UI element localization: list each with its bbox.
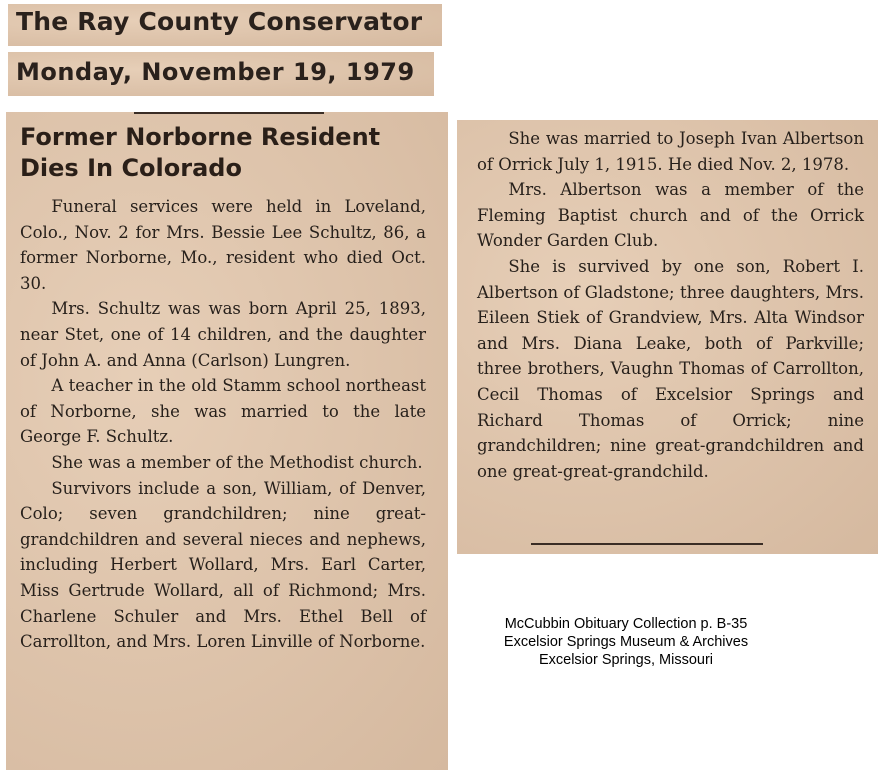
- paragraph: She was married to Joseph Ivan Albertson of Orrick July 1, 1915. He died Nov. 2, 1978.: [477, 129, 864, 174]
- caption-line-1: McCubbin Obituary Collection p. B-35: [504, 616, 748, 632]
- paragraph: Mrs. Albertson was a member of the Fleming Baptist church and of the Orrick Wonder Garden Club.: [477, 180, 864, 251]
- bottom-rule: [531, 543, 763, 545]
- paragraph: Survivors include a son, William, of Denver, Colo; seven grandchildren; nine great-grandchildren and several nieces and nephews, including Herbert Wollard, Mrs. Earl Carter, Miss Gertrude Wollard, all of Richmond; Mrs. Charlene Schuler and Mrs. Ethel Bell of Carrollton, and Mrs. Loren Linville of Norborne.: [20, 478, 426, 652]
- headline-line-1: Former Norborne Resident: [20, 123, 381, 151]
- right-column-body: [477, 126, 864, 484]
- paragraph: Funeral services were held in Loveland, Colo., Nov. 2 for Mrs. Bessie Lee Schultz, 86, a former Norborne, Mo., resident who died Oct. 30.: [20, 197, 426, 293]
- paragraph: A teacher in the old Stamm school northeast of Norborne, she was married to the late George F. Schultz.: [20, 376, 426, 447]
- top-rule: [134, 112, 324, 114]
- left-column-body: [20, 194, 426, 655]
- article-left-column: [6, 112, 448, 770]
- headline: [20, 122, 426, 184]
- paragraph: She is survived by one son, Robert I. Albertson of Gladstone; three daughters, Mrs. Eileen Stiek of Grandview, Mrs. Alta Windsor and Mrs. Diana Leake, both of Parkville; three brothers, Vaughn Thomas of Carrollton, Cecil Thomas of Excelsior Springs and Richard Thomas of Orrick; nine grandchildren; nine great-grandchildren and one great-great-grandchild.: [477, 256, 864, 481]
- archive-caption: [476, 615, 776, 669]
- caption-line-3: Excelsior Springs, Missouri: [538, 652, 714, 668]
- paragraph: She was a member of the Methodist church.: [51, 452, 423, 472]
- publication-date: Monday, November 19, 1979: [16, 58, 415, 86]
- paragraph: Mrs. Schultz was was born April 25, 1893, near Stet, one of 14 children, and the daughter of John A. and Anna (Carlson) Lungren.: [20, 299, 426, 370]
- headline-line-2: Dies In Colorado: [20, 154, 242, 182]
- masthead-clipping: [8, 4, 442, 46]
- publication-name: The Ray County Conservator: [16, 7, 423, 36]
- date-clipping: [8, 52, 434, 96]
- article-right-column: [457, 120, 878, 554]
- caption-line-2: Excelsior Springs Museum & Archives: [503, 634, 749, 650]
